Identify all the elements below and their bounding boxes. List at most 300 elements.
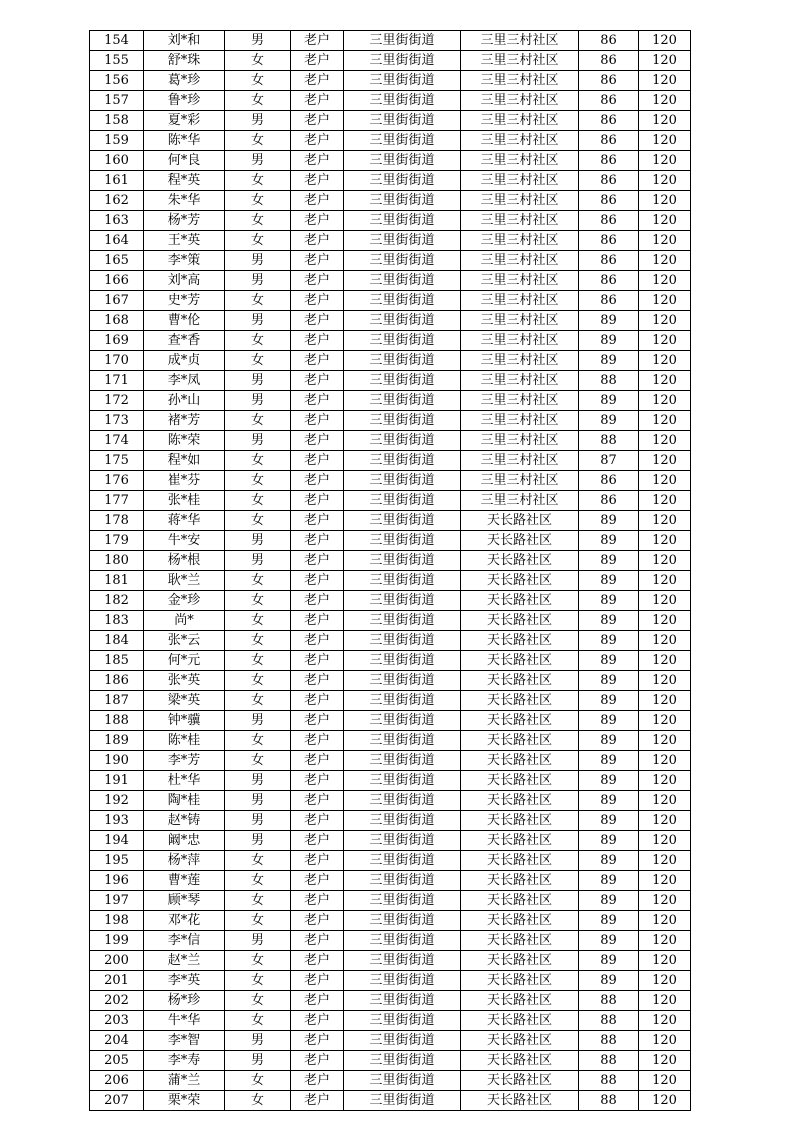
gender-cell: 女 [225,951,291,971]
street-cell: 三里街街道 [344,951,461,971]
amount-cell: 120 [639,991,691,1011]
gender-cell: 男 [225,371,291,391]
table-row [90,991,691,1011]
amount-cell: 120 [639,711,691,731]
gender-cell: 女 [225,891,291,911]
household-type-cell: 老户 [291,751,344,771]
amount-cell: 120 [639,911,691,931]
age-cell: 87 [579,451,639,471]
amount-cell: 120 [639,811,691,831]
gender-cell: 女 [225,91,291,111]
street-cell: 三里街街道 [344,251,461,271]
amount-cell: 120 [639,151,691,171]
name-cell: 阚*忠 [144,831,225,851]
community-cell: 天长路社区 [461,711,579,731]
gender-cell: 男 [225,431,291,451]
table-row [90,331,691,351]
street-cell: 三里街街道 [344,291,461,311]
age-cell: 89 [579,811,639,831]
household-type-cell: 老户 [291,411,344,431]
community-cell: 天长路社区 [461,971,579,991]
row-number-cell: 166 [90,271,144,291]
name-cell: 何*良 [144,151,225,171]
community-cell: 三里三村社区 [461,51,579,71]
table-row [90,711,691,731]
name-cell: 陈*桂 [144,731,225,751]
amount-cell: 120 [639,71,691,91]
table-body [90,31,691,1111]
name-cell: 蒲*兰 [144,1071,225,1091]
amount-cell: 120 [639,171,691,191]
gender-cell: 女 [225,1011,291,1031]
row-number-cell: 191 [90,771,144,791]
row-number-cell: 196 [90,871,144,891]
gender-cell: 女 [225,651,291,671]
amount-cell: 120 [639,91,691,111]
name-cell: 鲁*珍 [144,91,225,111]
name-cell: 张*桂 [144,491,225,511]
amount-cell: 120 [639,211,691,231]
community-cell: 三里三村社区 [461,311,579,331]
name-cell: 赵*铸 [144,811,225,831]
gender-cell: 女 [225,291,291,311]
street-cell: 三里街街道 [344,51,461,71]
age-cell: 88 [579,431,639,451]
table-row [90,811,691,831]
age-cell: 88 [579,1011,639,1031]
table-row [90,731,691,751]
table-row [90,591,691,611]
name-cell: 舒*珠 [144,51,225,71]
household-type-cell: 老户 [291,931,344,951]
row-number-cell: 198 [90,911,144,931]
table-row [90,791,691,811]
street-cell: 三里街街道 [344,791,461,811]
gender-cell: 女 [225,851,291,871]
name-cell: 李*寿 [144,1051,225,1071]
community-cell: 天长路社区 [461,1071,579,1091]
street-cell: 三里街街道 [344,171,461,191]
age-cell: 89 [579,651,639,671]
row-number-cell: 156 [90,71,144,91]
amount-cell: 120 [639,431,691,451]
age-cell: 86 [579,491,639,511]
table-row [90,111,691,131]
amount-cell: 120 [639,231,691,251]
gender-cell: 男 [225,791,291,811]
row-number-cell: 183 [90,611,144,631]
household-type-cell: 老户 [291,711,344,731]
street-cell: 三里街街道 [344,671,461,691]
table-row [90,451,691,471]
household-type-cell: 老户 [291,151,344,171]
age-cell: 89 [579,331,639,351]
name-cell: 陶*桂 [144,791,225,811]
age-cell: 89 [579,591,639,611]
name-cell: 刘*高 [144,271,225,291]
street-cell: 三里街街道 [344,691,461,711]
community-cell: 天长路社区 [461,1091,579,1111]
gender-cell: 女 [225,871,291,891]
household-type-cell: 老户 [291,1071,344,1091]
row-number-cell: 192 [90,791,144,811]
age-cell: 89 [579,931,639,951]
row-number-cell: 193 [90,811,144,831]
community-cell: 天长路社区 [461,671,579,691]
community-cell: 三里三村社区 [461,31,579,51]
gender-cell: 女 [225,911,291,931]
gender-cell: 女 [225,71,291,91]
row-number-cell: 164 [90,231,144,251]
amount-cell: 120 [639,651,691,671]
name-cell: 查*香 [144,331,225,351]
gender-cell: 男 [225,1031,291,1051]
age-cell: 88 [579,1091,639,1111]
table-row [90,211,691,231]
community-cell: 三里三村社区 [461,471,579,491]
community-cell: 天长路社区 [461,851,579,871]
age-cell: 88 [579,1071,639,1091]
table-row [90,611,691,631]
amount-cell: 120 [639,251,691,271]
household-type-cell: 老户 [291,771,344,791]
street-cell: 三里街街道 [344,151,461,171]
community-cell: 天长路社区 [461,731,579,751]
name-cell: 李*信 [144,931,225,951]
household-type-cell: 老户 [291,1051,344,1071]
street-cell: 三里街街道 [344,511,461,531]
community-cell: 三里三村社区 [461,71,579,91]
table-row [90,271,691,291]
street-cell: 三里街街道 [344,1051,461,1071]
age-cell: 89 [579,971,639,991]
table-row [90,431,691,451]
gender-cell: 男 [225,811,291,831]
row-number-cell: 207 [90,1091,144,1111]
street-cell: 三里街街道 [344,231,461,251]
gender-cell: 男 [225,311,291,331]
name-cell: 陈*华 [144,131,225,151]
amount-cell: 120 [639,451,691,471]
row-number-cell: 194 [90,831,144,851]
community-cell: 三里三村社区 [461,491,579,511]
gender-cell: 男 [225,531,291,551]
amount-cell: 120 [639,31,691,51]
row-number-cell: 188 [90,711,144,731]
household-type-cell: 老户 [291,991,344,1011]
row-number-cell: 176 [90,471,144,491]
name-cell: 赵*兰 [144,951,225,971]
gender-cell: 女 [225,591,291,611]
name-cell: 成*贞 [144,351,225,371]
name-cell: 曹*伦 [144,311,225,331]
street-cell: 三里街街道 [344,331,461,351]
age-cell: 89 [579,871,639,891]
name-cell: 王*英 [144,231,225,251]
gender-cell: 女 [225,231,291,251]
community-cell: 三里三村社区 [461,211,579,231]
amount-cell: 120 [639,351,691,371]
street-cell: 三里街街道 [344,771,461,791]
street-cell: 三里街街道 [344,391,461,411]
name-cell: 程*如 [144,451,225,471]
household-type-cell: 老户 [291,1031,344,1051]
table-row [90,1031,691,1051]
gender-cell: 男 [225,1051,291,1071]
amount-cell: 120 [639,531,691,551]
row-number-cell: 169 [90,331,144,351]
street-cell: 三里街街道 [344,631,461,651]
row-number-cell: 202 [90,991,144,1011]
name-cell: 顾*琴 [144,891,225,911]
community-cell: 天长路社区 [461,631,579,651]
name-cell: 史*芳 [144,291,225,311]
household-type-cell: 老户 [291,391,344,411]
gender-cell: 男 [225,711,291,731]
amount-cell: 120 [639,571,691,591]
row-number-cell: 184 [90,631,144,651]
age-cell: 89 [579,911,639,931]
street-cell: 三里街街道 [344,911,461,931]
household-type-cell: 老户 [291,451,344,471]
age-cell: 89 [579,731,639,751]
household-type-cell: 老户 [291,171,344,191]
household-type-cell: 老户 [291,971,344,991]
table-row [90,1091,691,1111]
row-number-cell: 185 [90,651,144,671]
street-cell: 三里街街道 [344,731,461,751]
table-row [90,911,691,931]
row-number-cell: 199 [90,931,144,951]
gender-cell: 女 [225,731,291,751]
table-row [90,391,691,411]
household-type-cell: 老户 [291,211,344,231]
table-row [90,871,691,891]
amount-cell: 120 [639,971,691,991]
row-number-cell: 170 [90,351,144,371]
street-cell: 三里街街道 [344,271,461,291]
name-cell: 李*智 [144,1031,225,1051]
gender-cell: 女 [225,211,291,231]
community-cell: 三里三村社区 [461,231,579,251]
age-cell: 86 [579,251,639,271]
amount-cell: 120 [639,551,691,571]
amount-cell: 120 [639,371,691,391]
community-cell: 天长路社区 [461,991,579,1011]
household-type-cell: 老户 [291,691,344,711]
community-cell: 天长路社区 [461,591,579,611]
street-cell: 三里街街道 [344,871,461,891]
household-type-cell: 老户 [291,571,344,591]
gender-cell: 男 [225,271,291,291]
age-cell: 89 [579,531,639,551]
row-number-cell: 205 [90,1051,144,1071]
data-table [89,30,691,1111]
name-cell: 杨*珍 [144,991,225,1011]
name-cell: 李*凤 [144,371,225,391]
name-cell: 尚* [144,611,225,631]
community-cell: 三里三村社区 [461,171,579,191]
table-row [90,291,691,311]
household-type-cell: 老户 [291,111,344,131]
gender-cell: 男 [225,771,291,791]
table-row [90,851,691,871]
age-cell: 89 [579,351,639,371]
community-cell: 天长路社区 [461,891,579,911]
age-cell: 89 [579,751,639,771]
amount-cell: 120 [639,511,691,531]
row-number-cell: 179 [90,531,144,551]
age-cell: 86 [579,471,639,491]
community-cell: 三里三村社区 [461,371,579,391]
community-cell: 天长路社区 [461,871,579,891]
street-cell: 三里街街道 [344,31,461,51]
household-type-cell: 老户 [291,531,344,551]
community-cell: 三里三村社区 [461,251,579,271]
community-cell: 天长路社区 [461,931,579,951]
gender-cell: 女 [225,471,291,491]
name-cell: 褚*芳 [144,411,225,431]
table-row [90,891,691,911]
household-type-cell: 老户 [291,731,344,751]
name-cell: 梁*英 [144,691,225,711]
row-number-cell: 200 [90,951,144,971]
household-type-cell: 老户 [291,351,344,371]
household-type-cell: 老户 [291,511,344,531]
community-cell: 天长路社区 [461,811,579,831]
street-cell: 三里街街道 [344,371,461,391]
household-type-cell: 老户 [291,631,344,651]
name-cell: 杨*根 [144,551,225,571]
name-cell: 李*英 [144,971,225,991]
row-number-cell: 165 [90,251,144,271]
amount-cell: 120 [639,51,691,71]
street-cell: 三里街街道 [344,1091,461,1111]
row-number-cell: 180 [90,551,144,571]
household-type-cell: 老户 [291,651,344,671]
street-cell: 三里街街道 [344,551,461,571]
amount-cell: 120 [639,131,691,151]
amount-cell: 120 [639,951,691,971]
gender-cell: 女 [225,751,291,771]
household-type-cell: 老户 [291,671,344,691]
gender-cell: 女 [225,491,291,511]
street-cell: 三里街街道 [344,831,461,851]
table-row [90,151,691,171]
street-cell: 三里街街道 [344,891,461,911]
gender-cell: 女 [225,511,291,531]
age-cell: 86 [579,131,639,151]
gender-cell: 女 [225,351,291,371]
row-number-cell: 178 [90,511,144,531]
household-type-cell: 老户 [291,891,344,911]
street-cell: 三里街街道 [344,1071,461,1091]
street-cell: 三里街街道 [344,211,461,231]
age-cell: 89 [579,391,639,411]
row-number-cell: 174 [90,431,144,451]
street-cell: 三里街街道 [344,931,461,951]
street-cell: 三里街街道 [344,711,461,731]
age-cell: 89 [579,711,639,731]
street-cell: 三里街街道 [344,311,461,331]
age-cell: 86 [579,151,639,171]
household-type-cell: 老户 [291,51,344,71]
household-type-cell: 老户 [291,231,344,251]
row-number-cell: 177 [90,491,144,511]
age-cell: 89 [579,791,639,811]
table-row [90,551,691,571]
amount-cell: 120 [639,851,691,871]
amount-cell: 120 [639,831,691,851]
row-number-cell: 182 [90,591,144,611]
gender-cell: 女 [225,671,291,691]
household-type-cell: 老户 [291,91,344,111]
table-row [90,631,691,651]
community-cell: 天长路社区 [461,571,579,591]
community-cell: 天长路社区 [461,531,579,551]
gender-cell: 男 [225,31,291,51]
name-cell: 夏*彩 [144,111,225,131]
age-cell: 88 [579,1051,639,1071]
household-type-cell: 老户 [291,471,344,491]
street-cell: 三里街街道 [344,1011,461,1031]
name-cell: 刘*和 [144,31,225,51]
community-cell: 三里三村社区 [461,391,579,411]
community-cell: 天长路社区 [461,751,579,771]
name-cell: 牛*华 [144,1011,225,1031]
street-cell: 三里街街道 [344,531,461,551]
community-cell: 三里三村社区 [461,191,579,211]
street-cell: 三里街街道 [344,571,461,591]
amount-cell: 120 [639,791,691,811]
amount-cell: 120 [639,891,691,911]
household-type-cell: 老户 [291,431,344,451]
amount-cell: 120 [639,1031,691,1051]
household-type-cell: 老户 [291,1091,344,1111]
age-cell: 86 [579,211,639,231]
street-cell: 三里街街道 [344,1031,461,1051]
street-cell: 三里街街道 [344,491,461,511]
household-type-cell: 老户 [291,191,344,211]
table-row [90,411,691,431]
table-row [90,171,691,191]
table-row [90,491,691,511]
age-cell: 89 [579,311,639,331]
amount-cell: 120 [639,671,691,691]
table-row [90,351,691,371]
gender-cell: 女 [225,571,291,591]
age-cell: 86 [579,51,639,71]
age-cell: 89 [579,891,639,911]
table-row [90,931,691,951]
age-cell: 86 [579,191,639,211]
community-cell: 三里三村社区 [461,431,579,451]
age-cell: 89 [579,631,639,651]
table-row [90,771,691,791]
age-cell: 89 [579,571,639,591]
household-type-cell: 老户 [291,551,344,571]
community-cell: 天长路社区 [461,1031,579,1051]
gender-cell: 女 [225,991,291,1011]
community-cell: 三里三村社区 [461,91,579,111]
household-type-cell: 老户 [291,331,344,351]
gender-cell: 男 [225,391,291,411]
row-number-cell: 172 [90,391,144,411]
street-cell: 三里街街道 [344,811,461,831]
table-row [90,471,691,491]
community-cell: 天长路社区 [461,951,579,971]
street-cell: 三里街街道 [344,471,461,491]
